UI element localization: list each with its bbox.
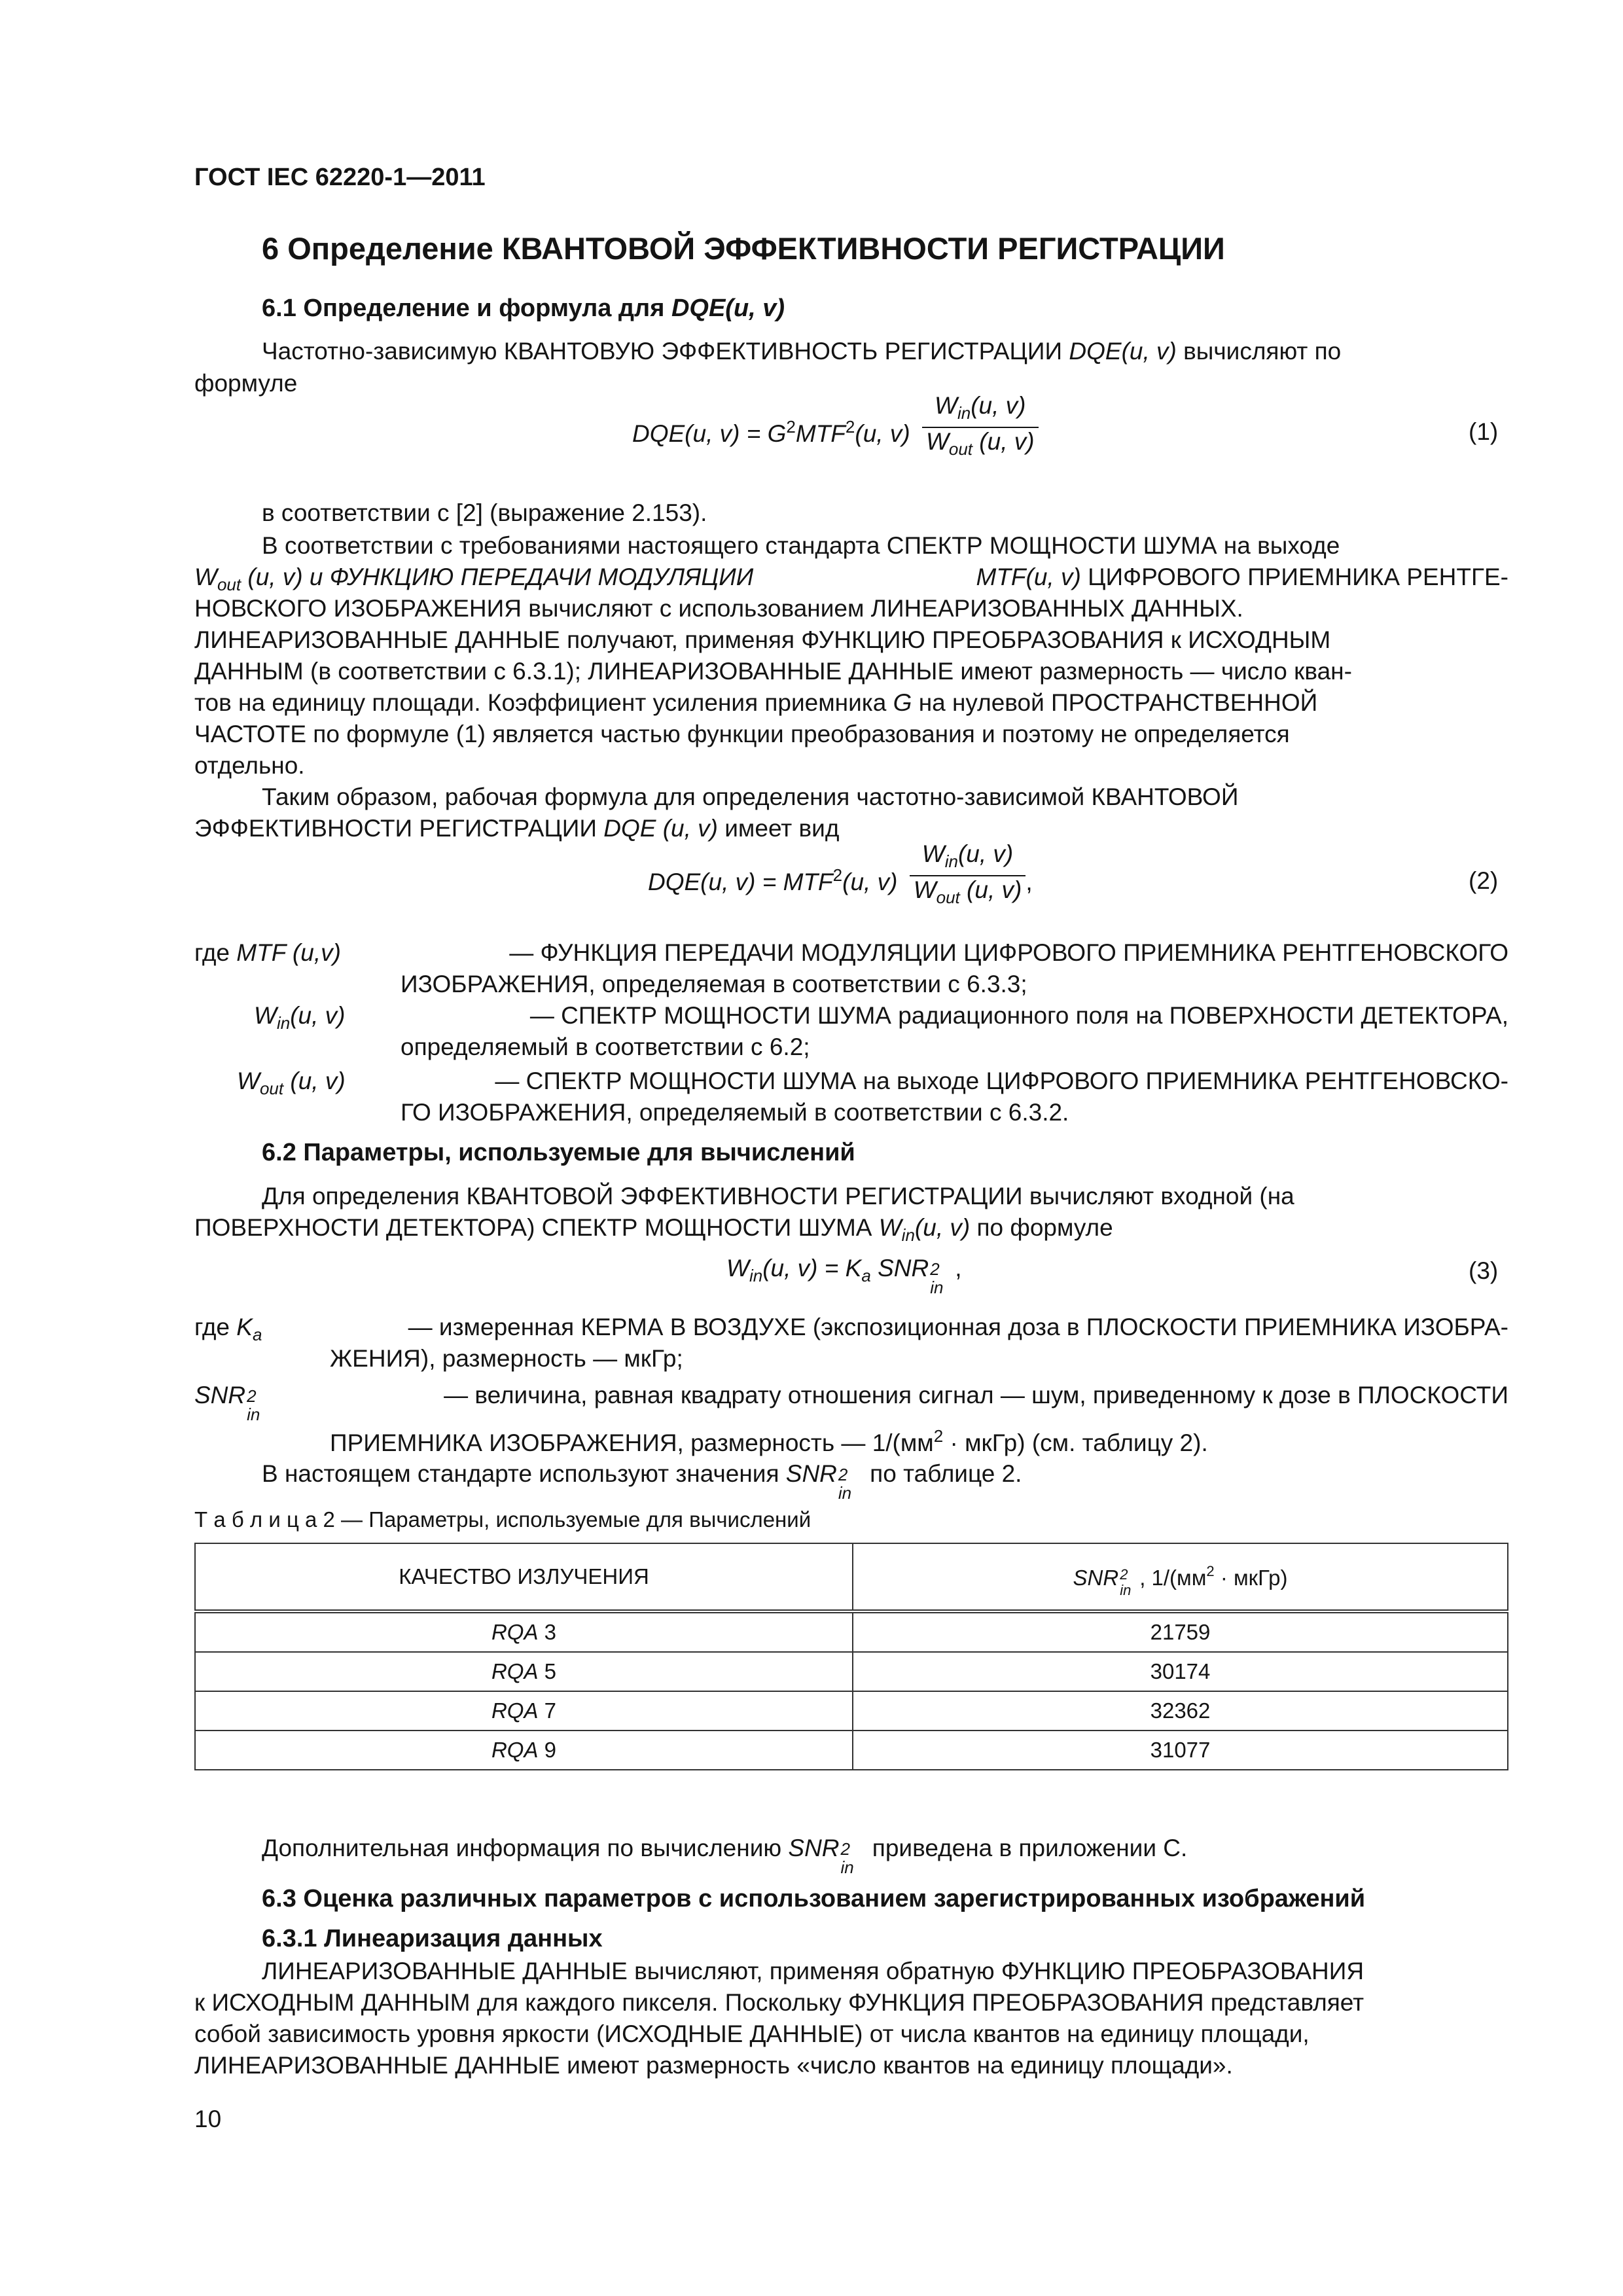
paragraph-line: ЛИНЕАРИЗОВАННЫЕ ДАННЫЕ вычисляют, применяя обратную ФУНКЦИЮ ПРЕОБРАЗОВАНИЯ (262, 1958, 1364, 1984)
page-number: 10 (194, 2106, 222, 2132)
quality-cell: RQA 7 (195, 1691, 853, 1731)
table-row (195, 1691, 1508, 1731)
definition-wout-cont: ГО ИЗОБРАЖЕНИЯ, определяемый в соответствии с 6.3.2. (401, 1099, 1069, 1126)
text: Частотно-зависимую КВАНТОВУЮ ЭФФЕКТИВНОСТЬ РЕГИСТРАЦИИ DQE(u, v) вычисляют по (262, 338, 1342, 365)
equation-3: $W_{in}(u$, $v) = K_a$ SNR 2 in , (726, 1255, 962, 1297)
equation-2-number: (2) (1469, 867, 1499, 894)
equation-1-fraction: $\frac{W_{in}(u, v)}{W_{out} (u, v)}$ (922, 393, 1039, 461)
paragraph-line: ПОВЕРХНОСТИ ДЕТЕКТОРА) СПЕКТР МОЩНОСТИ ШУМА $W_{in}(u$, v) по формуле (194, 1214, 1113, 1245)
paragraph-line: Дополнительная информация по вычислению SNR 2 in приведена в приложении С. (262, 1835, 1188, 1877)
table-caption: Т а б л и ц а 2 — Параметры, используемые для вычислений (194, 1507, 812, 1532)
definition-snr-cont: ПРИЕМНИКА ИЗОБРАЖЕНИЯ, размерность — $1/(мм^2$ · мкГр) (см. таблицу 2). (330, 1426, 1208, 1456)
paragraph-line: ЛИНЕАРИЗОВАННЫЕ ДАННЫЕ имеют размерность «число квантов на единицу площади». (194, 2052, 1233, 2079)
paragraph-line: тов на единицу площади. Коэффициент усиления приемника G на нулевой ПРОСТРАНСТВЕННОЙ (194, 689, 1318, 716)
snr-value-cell: 30174 (853, 1652, 1508, 1691)
quality-cell: RQA 3 (195, 1611, 853, 1652)
paragraph-line: ЛИНЕАРИЗОВАННЫЕ ДАННЫЕ получают, применяя ФУНКЦИЮ ПРЕОБРАЗОВАНИЯ к ИСХОДНЫМ (194, 626, 1331, 653)
paragraph-line: ЭФФЕКТИВНОСТИ РЕГИСТРАЦИИ DQE (u, v) имеет вид (194, 815, 840, 842)
definition-snr: SNR 2 in — величина, равная квадрату отношения сигнал — шум, приведенному к дозе в ПЛОСКОСТИ (194, 1382, 1508, 1424)
paragraph-line: отдельно. (194, 752, 305, 779)
paragraph-line: $W_{out}$ (u, v) и ФУНКЦИЮ ПЕРЕДАЧИ МОДУЛЯЦИИ (194, 564, 754, 594)
title-formula: DQE(u, v) (671, 295, 785, 322)
table-header-row (195, 1543, 1508, 1611)
paragraph-line: НОВСКОГО ИЗОБРАЖЕНИЯ вычисляют с использованием ЛИНЕАРИЗОВАННЫХ ДАННЫХ. (194, 595, 1243, 622)
section-6-2-title: 6.2 Параметры, используемые для вычислений (262, 1139, 855, 1166)
quality-cell: RQA 9 (195, 1731, 853, 1770)
paragraph-line (262, 336, 1508, 367)
equation-3-number: (3) (1469, 1257, 1499, 1284)
definition-win-cont: определяемый в соответствии с 6.2; (401, 1033, 810, 1060)
paragraph-line: В настоящем стандарте используют значения SNR 2 in по таблице 2. (262, 1460, 1022, 1503)
paragraph-line: Таким образом, рабочая формула для определения частотно-зависимой КВАНТОВОЙ (262, 783, 1239, 810)
table-row (195, 1731, 1508, 1770)
parameters-table (194, 1543, 1508, 1770)
paragraph-line: ДАННЫМ (в соответствии с 6.3.1); ЛИНЕАРИЗОВАННЫЕ ДАННЫЕ имеют размерность — число кван- (194, 658, 1352, 685)
definition-win: $W_{in}(u$, v) — СПЕКТР МОЩНОСТИ ШУМА радиационного поля на ПОВЕРХНОСТИ ДЕТЕКТОРА, (254, 1002, 1508, 1033)
definition-ka-cont: ЖЕНИЯ), размерность — мкГр; (330, 1345, 683, 1372)
definition-mtf-cont: ИЗОБРАЖЕНИЯ, определяемая в соответствии с 6.3.3; (401, 971, 1027, 997)
snr-value-cell: 32362 (853, 1691, 1508, 1731)
paragraph-line: к ИСХОДНЫМ ДАННЫМ для каждого пикселя. Поскольку ФУНКЦИЯ ПРЕОБРАЗОВАНИЯ представляет (194, 1989, 1364, 2016)
section-6-1-title (262, 295, 785, 323)
section-6-3-title: 6.3 Оценка различных параметров с использованием зарегистрированных изображений (262, 1885, 1366, 1912)
paragraph-line: в соответствии с [2] (выражение 2.153). (262, 499, 707, 526)
section-6-3-1-title: 6.3.1 Линеаризация данных (262, 1925, 603, 1952)
quality-cell: RQA 5 (195, 1652, 853, 1691)
equation-2-fraction: $\frac{W_{in}(u, v)}{W_{out} (u, v)}$ (910, 842, 1026, 910)
equation-1-number: (1) (1469, 418, 1499, 445)
snr-value-cell: 21759 (853, 1611, 1508, 1652)
section-6-title: 6 Определение КВАНТОВОЙ ЭФФЕКТИВНОСТИ РЕГИСТРАЦИИ (262, 231, 1225, 266)
paragraph-line: ЧАСТОТЕ по формуле (1) является частью функции преобразования и поэтому не определяется (194, 721, 1290, 747)
column-header-quality: КАЧЕСТВО ИЗЛУЧЕНИЯ (195, 1543, 853, 1611)
title-text: 6.1 Определение и формула для (262, 295, 671, 322)
table-row (195, 1611, 1508, 1652)
document-code: ГОСТ IEC 62220-1—2011 (194, 164, 486, 191)
paragraph-line: собой зависимость уровня яркости (ИСХОДНЫЕ ДАННЫЕ) от числа квантов на единицу площади, (194, 2020, 1310, 2047)
equation-2: DQE(u, $v) = MTF^2(u$, v) $\frac{W_{in}(u, v)}{W_{out} (u, v)}$ , (648, 857, 1033, 910)
column-header-snr: SNR 2 in , $1/(мм^2$ · мкГр) (853, 1543, 1508, 1611)
snr-value-cell: 31077 (853, 1731, 1508, 1770)
definition-ka: где $K_a$ — измеренная КЕРМА В ВОЗДУХЕ (экспозиционная доза в ПЛОСКОСТИ ПРИЕМНИКА ИЗОБРА- (194, 1314, 1508, 1344)
equation-1: DQE(u, $v) = G^2MTF^2(u$, v) $\frac{W_{in}(u, v)}{W_{out} (u, v)}$ (632, 409, 1039, 461)
table-row (195, 1652, 1508, 1691)
paragraph-line: В соответствии с требованиями настоящего стандарта СПЕКТР МОЩНОСТИ ШУМА на выходе (262, 532, 1340, 559)
definition-wout: $W_{out}$ (u, v) — СПЕКТР МОЩНОСТИ ШУМА на выходе ЦИФРОВОГО ПРИЕМНИКА РЕНТГЕНОВСКО- (237, 1067, 1508, 1098)
paragraph-line: Для определения КВАНТОВОЙ ЭФФЕКТИВНОСТИ РЕГИСТРАЦИИ вычисляют входной (на (262, 1183, 1294, 1210)
paragraph-line: формуле (194, 370, 298, 397)
definition-mtf: где MTF (u,v) — ФУНКЦИЯ ПЕРЕДАЧИ МОДУЛЯЦИИ ЦИФРОВОГО ПРИЕМНИКА РЕНТГЕНОВСКОГО (194, 939, 1508, 966)
paragraph-line: MTF(u, v) ЦИФРОВОГО ПРИЕМНИКА РЕНТГЕ- (976, 564, 1508, 590)
